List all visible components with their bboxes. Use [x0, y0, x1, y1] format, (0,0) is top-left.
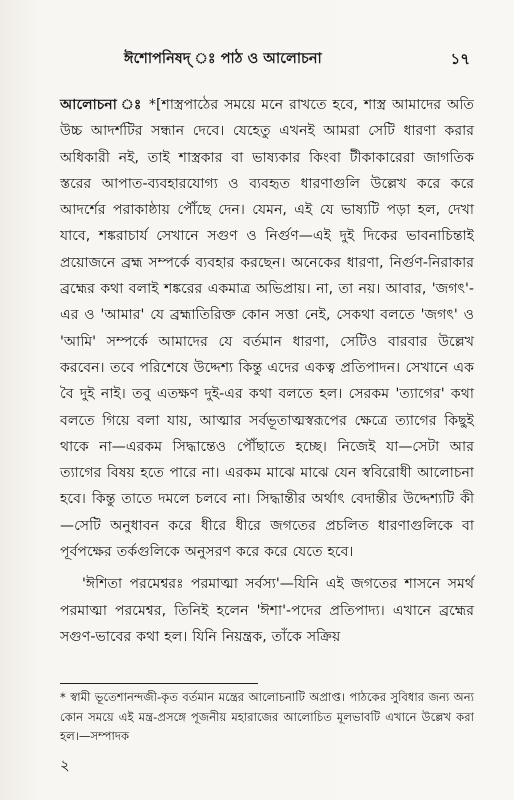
footnote: * স্বামী ভূতেশানন্দজী-কৃত বর্তমান মন্ত্রের আলোচনাটি অপ্রাপ্ত। পাঠকের সুবিধার জন্য অন্য কোন সময়ে এই মন্ত্র-প্রসঙ্গে পূজনীয় মহারাজের আলোচিত মূলভাবটি এখানে উল্লেখ করা হল।—সম্পাদক: [60, 690, 474, 743]
running-header: [0, 48, 514, 74]
paragraph-commentary: [60, 92, 474, 565]
header-title: ঈশোপনিষদ্‌ ঃ পাঠ ও আলোচনা: [124, 51, 322, 67]
body-text: [60, 92, 474, 656]
paragraph-quotation: [60, 571, 474, 650]
paragraph-text: *[শাস্ত্রপাঠের সময়ে মনে রাখতে হবে, শাস্ত্র আমাদের অতি উচ্চ আদর্শটির সন্ধান দেবে। যেহেতু এখনই আমরা সেটি ধারণা করার অধিকারী নই, তাই শাস্ত্রকার বা ভাষ্যকার কিংবা টীকাকারেরা জাগতিক স্তরের আপাত-ব্যবহারযোগ্য ও ব্যবহৃত ধারণাগুলি উল্লেখ করে করে আদর্শের পরাকাষ্ঠায় পৌঁছে দেন। যেমন, এই যে ভাষ্যটি পড়া হল, দেখা যাবে, শঙ্করাচার্য সেখানে সগুণ ও নির্গুণ—এই দুই দিকের ভাবনাচিন্তাই প্রয়োজনে ব্রহ্ম সম্পর্কে ব্যবহার করছেন। অনেকের ধারণা, নির্গুণ-নিরাকার ব্রহ্মের কথা বলাই শঙ্করের একমাত্র অভিপ্রায়। না, তা নয়। আবার, 'জগৎ'-এর ও 'আমার' যে ব্রহ্মাতিরিক্ত কোন সত্তা নেই, সেকথা বলতে 'জগৎ' ও 'আমি' সম্পর্কে আমাদের যে বর্তমান ধারণা, সেটিও বারবার উল্লেখ করবেন। তবে পরিশেষে উদ্দেশ্য কিন্তু এদের একত্ব প্রতিপাদন। সেখানে এক বৈ দুই নাই। তবু এতক্ষণ দুই-এর কথা বলতে হল। সেরকম 'ত্যাগের' কথা বলতে গিয়ে বলা যায়, আত্মার সর্বভূতাত্মস্বরূপের ক্ষেত্রে ত্যাগের কিছুই থাকে না—এরকম সিদ্ধান্তেও পৌঁছাতে হচ্ছে। নিজেই যা—সেটা আর ত্যাগের বিষয় হতে পারে না। এরকম মাঝে মাঝে যেন স্ববিরোধী আলোচনা হবে। কিন্তু তাতে দমলে চলবে না। সিদ্ধান্তীর অর্থাৎ বেদান্তীর উদ্দেশ্যটি কী—সেটি অনুধাবন করে ধীরে ধীরে জগতের প্রচলিত ধারণাগুলিকে বা পূর্বপক্ষের তর্কগুলিকে অনুসরণ করে করে যেতে হবে।: [60, 97, 474, 561]
footnote-divider: [60, 683, 258, 684]
folio: ২: [60, 756, 70, 774]
header-page-number: ১৭: [450, 50, 470, 68]
paragraph-text: 'ঈশিতা পরমেশ্বরঃ পরমাত্মা সর্বস্য'—যিনি এই জগতের শাসনে সমর্থ পরমাত্মা পরমেশ্বর, তিনিই হলেন 'ঈশা'-পদের প্রতিপাদ্য। এখানে ব্রহ্মের সগুণ-ভাবের কথা হল। যিনি নিয়ন্ত্রক, তাঁকে সক্রিয়: [60, 576, 474, 645]
paragraph-lead: আলোচনা ঃ: [60, 97, 143, 113]
